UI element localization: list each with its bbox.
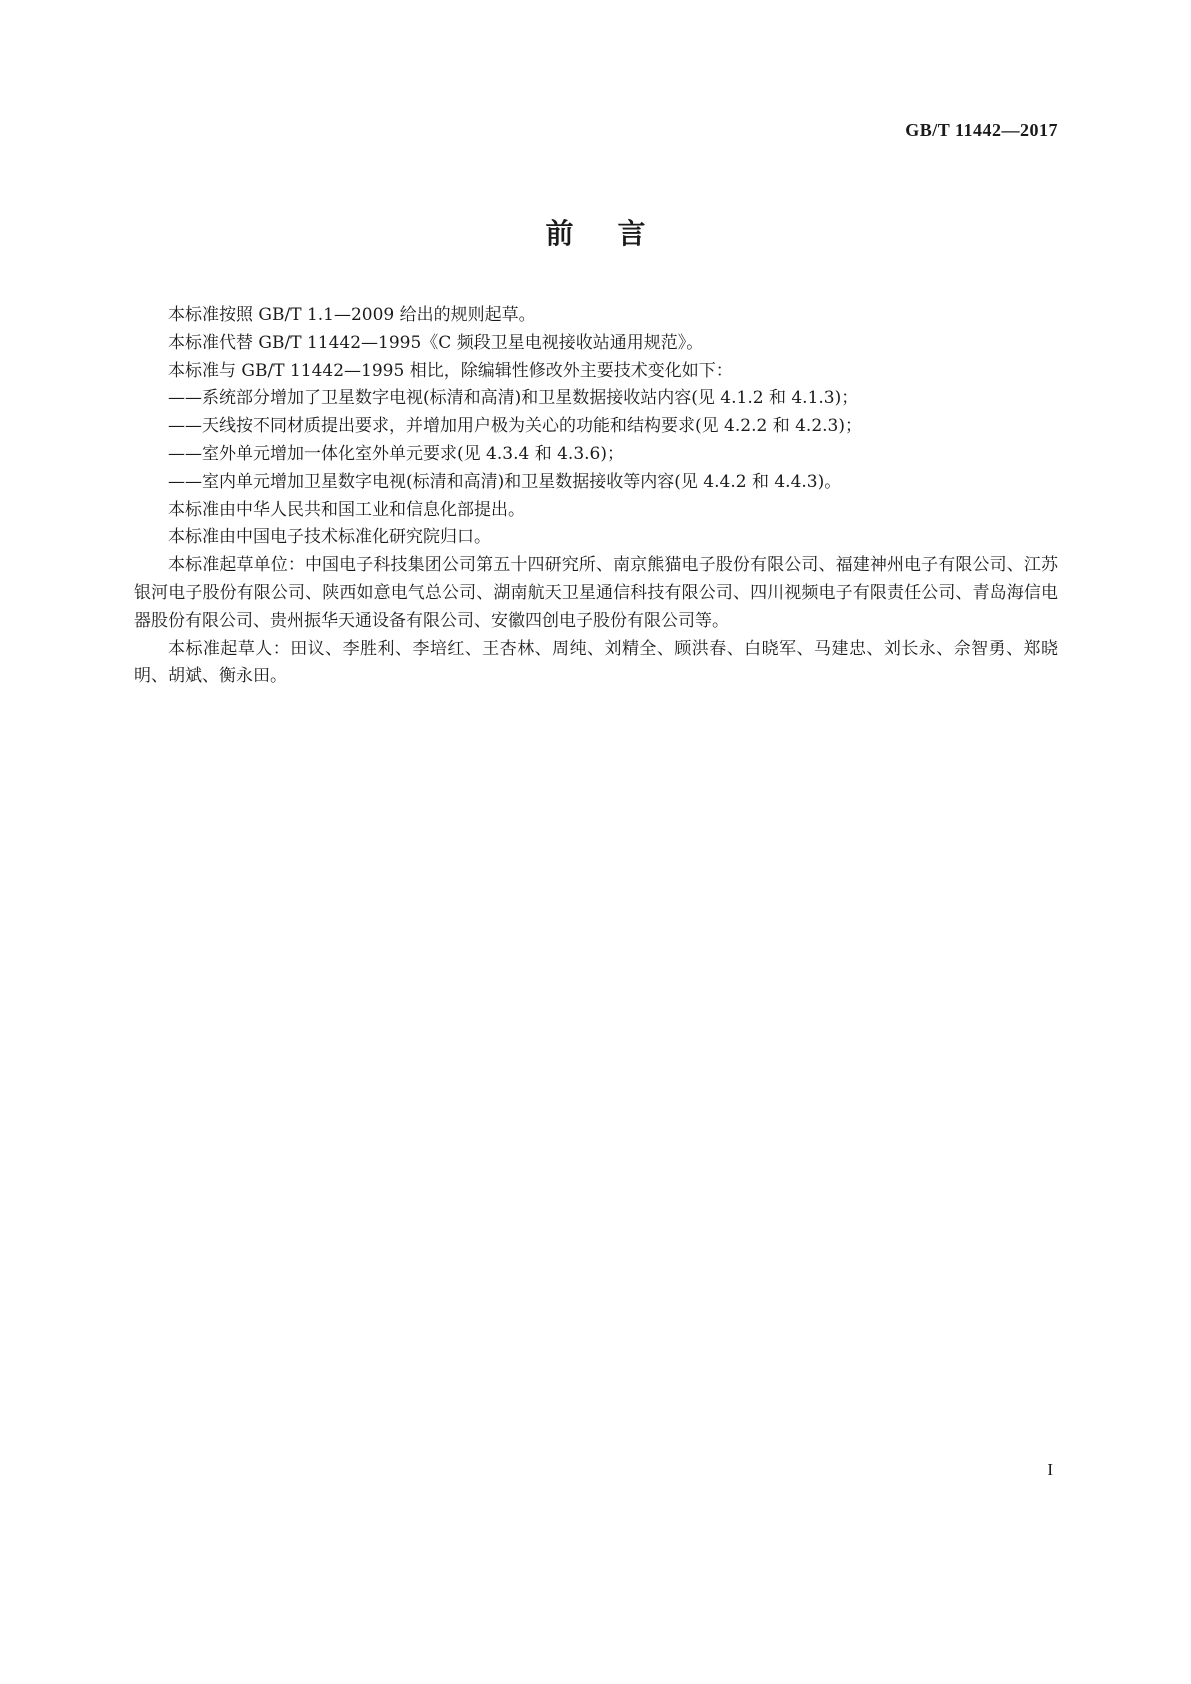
change-item-indoor-unit: ——室内单元增加卫星数字电视(标清和高清)和卫星数据接收等内容(见 4.4.2 和 4.4.3)。 — [168, 471, 842, 492]
change-item-outdoor-unit: ——室外单元增加一体化室外单元要求(见 4.3.4 和 4.3.6)； — [168, 443, 624, 464]
standard-code: GB/T 11442—2017 — [905, 120, 1058, 140]
paragraph-replaces: 本标准代替 GB/T 11442—1995《C 频段卫星电视接收站通用规范》。 — [168, 332, 704, 353]
change-item-system: ——系统部分增加了卫星数字电视(标清和高清)和卫星数据接收站内容(见 4.1.2 和 4.1.3)； — [168, 388, 859, 409]
paragraph-changes-intro: 本标准与 GB/T 11442—1995 相比，除编辑性修改外主要技术变化如下： — [168, 360, 733, 381]
page-title: 前言 — [545, 217, 690, 250]
paragraph-centralized-by: 本标准由中国电子技术标准化研究院归口。 — [168, 527, 491, 548]
change-item-antenna: ——天线按不同材质提出要求，并增加用户极为关心的功能和结构要求(见 4.2.2 和 4.2.3)； — [168, 416, 862, 437]
paragraph-drafters: 本标准起草人：田议、李胜利、李培红、王杏林、周纯、刘精全、顾洪春、白晓军、马建忠、刘长永、佘智勇、郑晓明、胡斌、衡永田。 — [134, 638, 1058, 687]
paragraph-drafting-units: 本标准起草单位：中国电子科技集团公司第五十四研究所、南京熊猫电子股份有限公司、福建神州电子有限公司、江苏银河电子股份有限公司、陕西如意电气总公司、湖南航天卫星通信科技有限公司、四川视频电子有限责任公司、青岛海信电器股份有限公司、贵州振华天通设备有限公司、安徽四创电子股份有限公司等。 — [134, 555, 1058, 631]
document-body — [134, 302, 1058, 691]
paragraph-proposed-by: 本标准由中华人民共和国工业和信息化部提出。 — [168, 499, 525, 520]
paragraph-drafting-rules: 本标准按照 GB/T 1.1—2009 给出的规则起草。 — [168, 305, 536, 325]
page-number: I — [1047, 1460, 1053, 1479]
